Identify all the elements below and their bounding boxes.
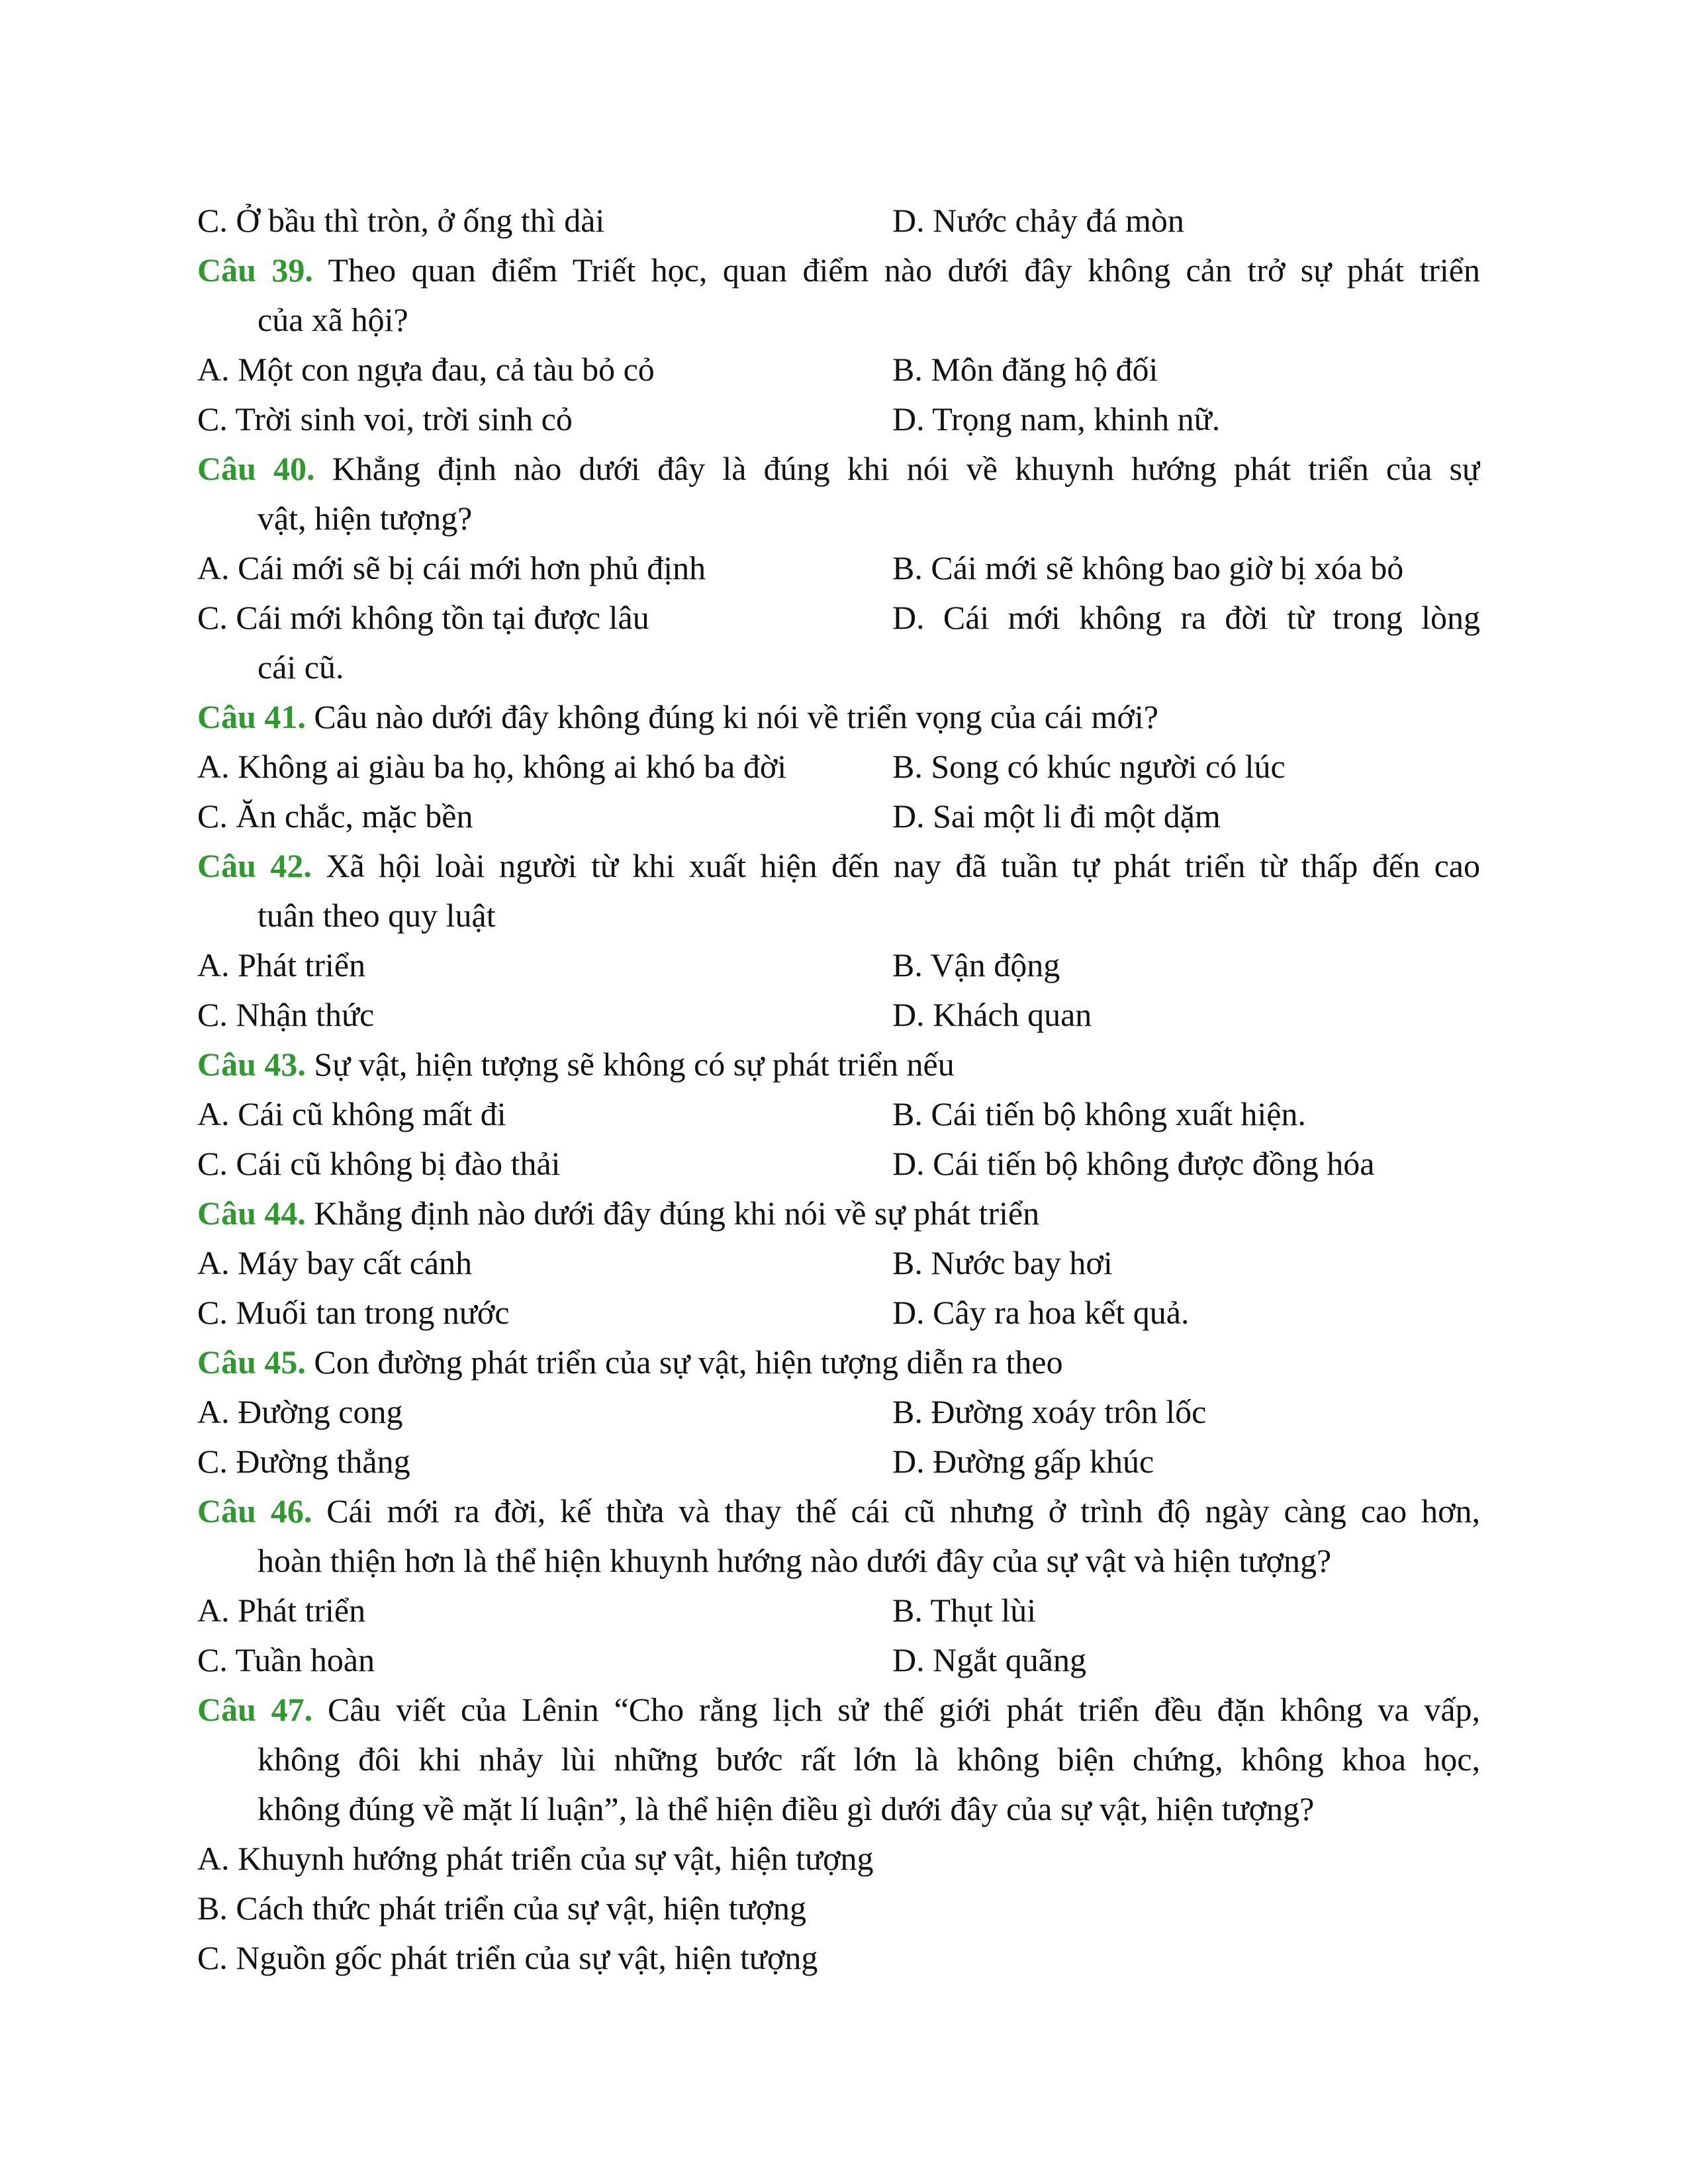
option-a: A. Máy bay cất cánh bbox=[197, 1244, 473, 1281]
option-d: D. Cái mới không ra đời từ trong lòng bbox=[892, 599, 1480, 636]
question-text: Câu viết của Lênin “Cho rằng lịch sử thế giới phát triển đều đặn không va vấp, bbox=[327, 1691, 1480, 1728]
option-b: B. Cái mới sẽ không bao giờ bị xóa bỏ bbox=[892, 549, 1404, 586]
question-44 bbox=[197, 1189, 1480, 1238]
question-45 bbox=[197, 1338, 1480, 1387]
question-text: Theo quan điểm Triết học, quan điểm nào dưới đây không cản trở sự phát triển bbox=[328, 251, 1480, 289]
option-c: C. Ở bầu thì tròn, ở ống thì dài bbox=[197, 202, 605, 239]
option-d: D. Nước chảy đá mòn bbox=[892, 202, 1184, 239]
option-b: B. Cách thức phát triển của sự vật, hiện tượng bbox=[197, 1889, 807, 1927]
question-43 bbox=[197, 1040, 1480, 1089]
question-text-continued: không đôi khi nhảy lùi những bước rất lớn là không biện chứng, không khoa học, bbox=[258, 1741, 1480, 1778]
option-c: C. Cái cũ không bị đào thải bbox=[197, 1145, 561, 1182]
option-d: D. Ngắt quãng bbox=[892, 1641, 1086, 1678]
option-c: C. Muối tan trong nước bbox=[197, 1294, 510, 1331]
option-a: A. Cái mới sẽ bị cái mới hơn phủ định bbox=[197, 549, 706, 586]
option-b: B. Nước bay hơi bbox=[892, 1244, 1113, 1281]
question-text-continued: vật, hiện tượng? bbox=[258, 500, 473, 537]
option-c: C. Trời sinh voi, trời sinh cỏ bbox=[197, 400, 573, 437]
question-number: Câu 43. bbox=[197, 1046, 306, 1083]
option-row bbox=[197, 1635, 1480, 1685]
question-number: Câu 39. bbox=[197, 251, 313, 289]
option-d: D. Đường gấp khúc bbox=[892, 1443, 1154, 1480]
option-row bbox=[197, 345, 1480, 394]
question-39 bbox=[197, 246, 1480, 295]
option-b: B. Cái tiến bộ không xuất hiện. bbox=[892, 1095, 1306, 1132]
option-c: C. Nguồn gốc phát triển của sự vật, hiện tượng bbox=[197, 1939, 818, 1976]
question-text: Con đường phát triển của sự vật, hiện tượng diễn ra theo bbox=[314, 1343, 1063, 1381]
option-row bbox=[197, 742, 1480, 792]
option-c: C. Ăn chắc, mặc bền bbox=[197, 797, 473, 835]
option-b: B. Song có khúc người có lúc bbox=[892, 748, 1286, 785]
option-c: C. Đường thẳng bbox=[197, 1443, 410, 1480]
question-text: Khẳng định nào dưới đây đúng khi nói về sự phát triển bbox=[314, 1195, 1040, 1232]
option-c: C. Tuần hoàn bbox=[197, 1641, 375, 1678]
question-text: Xã hội loài người từ khi xuất hiện đến nay đã tuần tự phát triển từ thấp đến cao bbox=[326, 847, 1480, 884]
option-c: C. Cái mới không tồn tại được lâu bbox=[197, 599, 649, 636]
option-row bbox=[197, 1089, 1480, 1139]
option-b: B. Môn đăng hộ đối bbox=[892, 351, 1158, 388]
option-row bbox=[197, 196, 1480, 246]
question-41 bbox=[197, 692, 1480, 742]
question-number: Câu 46. bbox=[197, 1492, 312, 1529]
option-b: B. Vận động bbox=[892, 946, 1060, 983]
option-b: B. Đường xoáy trôn lốc bbox=[892, 1393, 1207, 1430]
question-text: Khẳng định nào dưới đây là đúng khi nói về khuynh hướng phát triển của sự bbox=[332, 450, 1480, 487]
option-row bbox=[197, 1139, 1480, 1189]
question-40 bbox=[197, 444, 1480, 494]
option-row bbox=[197, 792, 1480, 841]
question-47 bbox=[197, 1685, 1480, 1735]
option-d: D. Trọng nam, khinh nữ. bbox=[892, 400, 1221, 437]
option-row bbox=[197, 1586, 1480, 1635]
question-text-continued: hoàn thiện hơn là thể hiện khuynh hướng nào dưới đây của sự vật và hiện tượng? bbox=[258, 1542, 1332, 1579]
question-number: Câu 42. bbox=[197, 847, 312, 884]
option-a: A. Phát triển bbox=[197, 1592, 366, 1629]
option-row bbox=[197, 1238, 1480, 1288]
option-row bbox=[197, 1437, 1480, 1486]
question-text-continued: của xã hội? bbox=[258, 301, 408, 338]
question-number: Câu 41. bbox=[197, 698, 306, 735]
option-a: A. Phát triển bbox=[197, 946, 366, 983]
option-row bbox=[197, 1387, 1480, 1437]
question-number: Câu 44. bbox=[197, 1195, 306, 1232]
question-text: Câu nào dưới đây không đúng ki nói về triển vọng của cái mới? bbox=[314, 698, 1158, 735]
option-b: B. Thụt lùi bbox=[892, 1592, 1037, 1629]
option-d: D. Cây ra hoa kết quả. bbox=[892, 1294, 1190, 1331]
option-d: D. Khách quan bbox=[892, 996, 1092, 1033]
option-row bbox=[197, 990, 1480, 1040]
option-row bbox=[197, 1288, 1480, 1338]
option-d: D. Sai một li đi một dặm bbox=[892, 797, 1221, 835]
option-d-continued: cái cũ. bbox=[258, 649, 344, 686]
option-a: A. Khuynh hướng phát triển của sự vật, hiện tượng bbox=[197, 1840, 874, 1877]
document-page bbox=[197, 196, 1480, 1983]
question-number: Câu 45. bbox=[197, 1343, 306, 1381]
question-text-continued: tuân theo quy luật bbox=[258, 897, 496, 934]
question-text-continued: không đúng về mặt lí luận”, là thể hiện điều gì dưới đây của sự vật, hiện tượng? bbox=[258, 1790, 1315, 1827]
option-a: A. Đường cong bbox=[197, 1393, 403, 1430]
option-row bbox=[197, 593, 1480, 643]
question-number: Câu 47. bbox=[197, 1691, 313, 1728]
option-row bbox=[197, 543, 1480, 593]
question-42 bbox=[197, 841, 1480, 891]
option-a: A. Không ai giàu ba họ, không ai khó ba đời bbox=[197, 748, 787, 785]
question-text: Sự vật, hiện tượng sẽ không có sự phát triển nếu bbox=[314, 1046, 955, 1083]
option-a: A. Một con ngựa đau, cả tàu bỏ cỏ bbox=[197, 351, 655, 388]
option-row bbox=[197, 940, 1480, 990]
option-row bbox=[197, 394, 1480, 444]
question-number: Câu 40. bbox=[197, 450, 315, 487]
option-c: C. Nhận thức bbox=[197, 996, 375, 1033]
question-46 bbox=[197, 1486, 1480, 1536]
option-a: A. Cái cũ không mất đi bbox=[197, 1095, 506, 1132]
question-text: Cái mới ra đời, kế thừa và thay thế cái cũ nhưng ở trình độ ngày càng cao hơn, bbox=[326, 1492, 1480, 1529]
option-d: D. Cái tiến bộ không được đồng hóa bbox=[892, 1145, 1375, 1182]
